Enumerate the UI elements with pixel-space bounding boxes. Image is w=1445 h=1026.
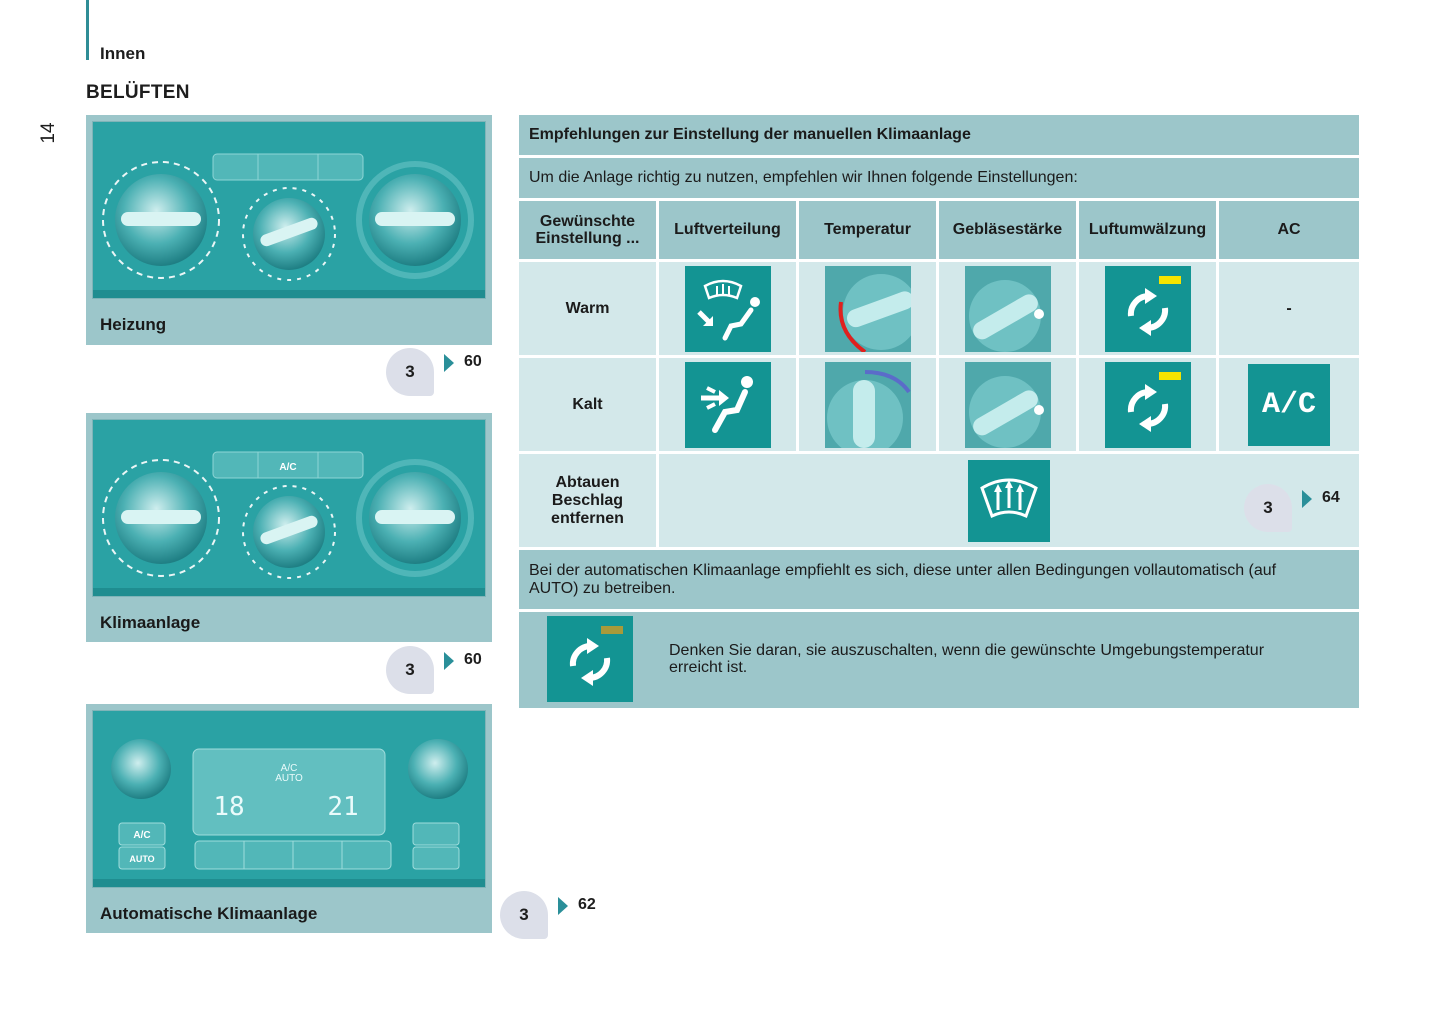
heater-panel	[86, 115, 492, 345]
auto-ac-caption: Automatische Klimaanlage	[100, 904, 318, 923]
cold-air-distribution-cell	[659, 358, 796, 451]
auto-ac-panel	[86, 704, 492, 933]
indicator-light-icon	[1159, 276, 1181, 284]
page-reference-number: 60	[464, 651, 482, 668]
warm-temperature-cell	[799, 262, 936, 355]
reminder-box	[519, 612, 1359, 708]
warm-fan-speed-cell	[939, 262, 1076, 355]
arrow-right-icon	[444, 652, 454, 670]
section-label: Innen	[100, 44, 146, 63]
indicator-light-icon	[601, 626, 623, 634]
header-recirculation: Luftumwälzung	[1079, 201, 1216, 259]
auto-mode-note: Bei der automatischen Klimaanlage empfiehlt es sich, diese unter allen Bedingungen vollautomatisch (auf AUTO) zu betreiben.	[519, 550, 1359, 609]
display-mode: A/C	[280, 763, 298, 774]
page-reference-number: 62	[578, 896, 596, 913]
header-ac: AC	[1219, 201, 1359, 259]
ac-caption: Klimaanlage	[100, 613, 201, 632]
warm-air-distribution-cell	[659, 262, 796, 355]
face-distribution-icon	[685, 362, 771, 448]
cold-ac-cell	[1219, 358, 1359, 451]
table-title: Empfehlungen zur Einstellung der manuellen Klimaanlage	[519, 115, 1359, 155]
ac-button-label: A/C	[133, 830, 151, 841]
auto-button-label: AUTO	[129, 854, 155, 864]
fan-knob-high-icon	[965, 362, 1051, 448]
fan-knob-high-icon	[965, 266, 1051, 352]
section-marker	[86, 0, 89, 60]
temperature-knob-cold-icon	[825, 362, 911, 448]
chapter-number: 3	[405, 660, 415, 679]
display-mode-auto: AUTO	[275, 773, 303, 784]
heater-controls-image	[92, 121, 486, 299]
chapter-number: 3	[405, 362, 415, 381]
indicator-light-icon	[1159, 372, 1181, 380]
display-right-temp: 21	[327, 792, 359, 822]
heater-caption: Heizung	[100, 315, 167, 334]
page-reference-number: 64	[1322, 489, 1340, 506]
cold-temperature-cell	[799, 358, 936, 451]
page-title: BELÜFTEN	[86, 82, 190, 103]
ac-button-label: A/C	[279, 462, 297, 473]
ac-control-illustration	[93, 420, 486, 596]
ac-page-reference[interactable]	[386, 646, 506, 696]
ac-icon-label: A/C	[1261, 387, 1316, 422]
ac-icon	[1248, 364, 1330, 446]
header-fan-speed: Gebläsestärke	[939, 201, 1076, 259]
auto-ac-page-reference[interactable]	[500, 891, 620, 941]
arrow-right-icon	[1302, 490, 1312, 508]
defrost-page-reference[interactable]	[1244, 484, 1364, 534]
windscreen-defrost-icon	[968, 460, 1050, 542]
auto-ac-controls-image	[92, 710, 486, 888]
row-label-defrost: Abtauen Beschlag entfernen	[519, 454, 656, 547]
header-temperature: Temperatur	[799, 201, 936, 259]
warm-ac-cell: -	[1219, 262, 1359, 355]
warm-recirculation-cell	[1079, 262, 1216, 355]
row-label-warm: Warm	[519, 262, 656, 355]
ac-panel	[86, 413, 492, 642]
row-label-cold: Kalt	[519, 358, 656, 451]
chapter-number: 3	[1263, 498, 1273, 517]
chapter-number: 3	[519, 905, 529, 924]
recirculation-icon	[547, 616, 633, 702]
ac-controls-image	[92, 419, 486, 597]
heater-page-reference[interactable]	[386, 348, 506, 398]
auto-ac-control-illustration	[93, 711, 486, 887]
recirculation-icon	[1105, 266, 1191, 352]
table-intro: Um die Anlage richtig zu nutzen, empfehlen wir Ihnen folgende Einstellungen:	[519, 158, 1359, 198]
recirculation-icon	[1105, 362, 1191, 448]
cold-recirculation-cell	[1079, 358, 1216, 451]
windscreen-and-feet-distribution-icon	[685, 266, 771, 352]
header-desired-setting: Gewünschte Einstellung ...	[519, 201, 656, 259]
arrow-right-icon	[558, 897, 568, 915]
cold-fan-speed-cell	[939, 358, 1076, 451]
header-air-distribution: Luftverteilung	[659, 201, 796, 259]
heater-control-illustration	[93, 122, 486, 298]
arrow-right-icon	[444, 354, 454, 372]
display-left-temp: 18	[213, 792, 245, 822]
page-number: 14	[38, 122, 59, 144]
temperature-knob-hot-icon	[825, 266, 911, 352]
page-reference-number: 60	[464, 353, 482, 370]
reminder-text: Denken Sie daran, sie auszuschalten, wenn die gewünschte Umgebungstemperatur erreicht ist.	[669, 642, 1265, 676]
